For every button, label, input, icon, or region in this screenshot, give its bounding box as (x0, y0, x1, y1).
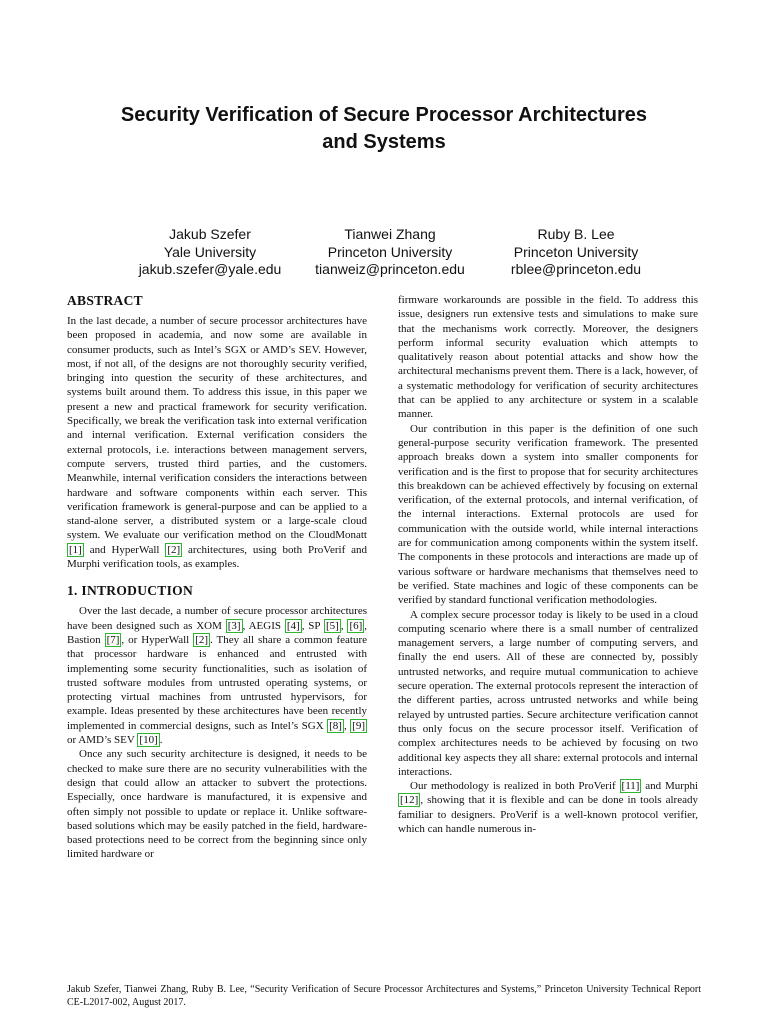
citation-link-10[interactable]: [10] (139, 734, 158, 747)
intro-paragraph-2: Once any such security architecture is designed, it needs to be checked to make sure there are no security vulnerabilities with the design that could allow an attacker to subvert the protections. Especially, once hardware is manufactured, it is expensive and often simply not possible to update or replace it. Unlike software-based solutions which may be easily patched in the field, hardware-based protections need to be correct from the beginning since only limited hardware or (67, 748, 367, 861)
text-run: , AEGIS (242, 619, 285, 632)
author-email: jakub.szefer@yale.edu (138, 261, 282, 277)
text-run: Our methodology is realized in both ProVerif (410, 780, 620, 793)
author-email: tianweiz@princeton.edu (315, 261, 465, 277)
right-paragraph-4 (398, 779, 698, 836)
text-run: , (340, 619, 348, 632)
author-affiliation: Yale University (163, 243, 257, 260)
author-affiliation: Princeton University (513, 243, 639, 260)
text-run: or AMD’s SEV (67, 734, 138, 747)
abstract-heading: ABSTRACT (67, 293, 143, 308)
text-run: , Bastion (67, 619, 368, 646)
citation-link-3[interactable]: [3] (227, 619, 241, 632)
text-run: . (159, 734, 163, 747)
text-run: In the last decade, a number of secure processor architectures have been proposed in academia, and now some are available in consumer products, such as Intel’s SGX or AMD’s SEV. However, most, if not all, of the designs are not thoroughly security verified, bringing into question the security of these architectures, and systems built around them. To address this issue, in this paper we present a new and practical framework for security verification. Specifically, we break the verification task into external verification and internal verification. External verification considers the external protocols, i.e. interactions between management servers, compute servers, trusted third parties, and the customers. Meanwhile, internal verification considers the interactions between hardware and software components within each server. This verification framework is general-purpose and can be applied to a stand-alone server, a distributed system or a large-scale cloud system. We evaluate our verification method on the CloudMonatt (67, 315, 367, 542)
text-run: architectures, using both ProVerif and Murphi verification tools, as examples. (67, 543, 367, 571)
text-run: and HyperWall (83, 543, 166, 556)
text-run: . They all share a common feature that processor hardware is enhanced and entrusted with implementing some security functionalities, such as isolation of trusted software modules from untrusted operating systems, or protecting virtual machines from untrusted hypervisors, for example. Ideas presented by these architectures have been recently implemented in commercial designs, such as Intel’s SGX (67, 633, 368, 732)
footer-citation: Jakub Szefer, Tianwei Zhang, Ruby B. Lee, “Security Verification of Secure Processor Architectures and Systems,” Princeton University Technical Report CE-L2017-002, August 2017. (67, 984, 701, 1008)
right-paragraph-1: firmware workarounds are possible in the field. To address this issue, designers run extensive tests and simulations to make sure that the mechanisms work correctly. Moreover, the designers perform informal security evaluation which attempts to qualitatively reason about potential attacks and show how the architectural mechanisms prevent them. There is a lack, however, of a systematic methodology for verification of security architectures that can be applied to any architecture or system in a scalable manner. (398, 294, 698, 421)
right-paragraph-3: A complex secure processor today is likely to be used in a cloud computing scenario where there is a small number of centralized management servers, a large number of computing servers, and finally the end users. All of these are connected by, possibly untrusted networks, and require mutual communication to achieve secure operation. The external protocols represent the interaction of the different parties, across untrusted networks and while being relayed by untrusted parties. Secure architecture verification cannot thus only focus on the secure processor itself. Verification of complex architectures needs to be achieved by focusing on two additional key aspects they all share: external protocols and internal interactions. (398, 608, 698, 778)
text-run: , or HyperWall (121, 633, 194, 646)
citation-link-6[interactable]: [6] (349, 619, 363, 632)
citation-link-7[interactable]: [7] (106, 633, 120, 646)
author-name: Jakub Szefer (169, 226, 251, 242)
text-run: and Murphi (641, 780, 698, 793)
text-run: , showing that it is flexible and can be done in tools already familiar to designers. ProVerif is a well-known protocol verifier, which can handle numerous in- (398, 794, 698, 835)
right-column (398, 293, 698, 836)
left-column (67, 293, 367, 862)
citation-link-2[interactable]: [2] (167, 543, 181, 556)
text-run: , (343, 719, 351, 732)
text-run: , SP (301, 619, 324, 632)
citation-link-11[interactable]: [11] (621, 780, 640, 793)
author-affiliation: Princeton University (327, 243, 453, 260)
citation-link-9[interactable]: [9] (352, 719, 365, 732)
citation-link-1[interactable]: [1] (69, 543, 82, 556)
citation-link-8[interactable]: [8] (329, 719, 342, 732)
author-email: rblee@princeton.edu (510, 261, 642, 277)
title-line-2: and Systems (322, 131, 446, 153)
title-line-1: Security Verification of Secure Processor Architectures (120, 104, 648, 126)
right-paragraph-2: Our contribution in this paper is the definition of one such general-purpose security verification framework. The presented approach breaks down a system into smaller components for verification and is the first to propose that for security architectures this breakdown can be achieved effectively by focusing on external verification, of the external protocols, and internal verification, of the internal interactions. External protocols are used for communication with the outside world, while internal interactions are for communication among components within the system itself. The components in these protocols and interactions are made up of various software or hardware mechanisms that themselves need to be verified. State machines and logic of these components can be verified by standard functional verification methodologies. (398, 422, 698, 607)
citation-link-5[interactable]: [5] (325, 619, 339, 632)
abstract-paragraph (67, 314, 367, 571)
citation-link-12[interactable]: [12] (400, 794, 419, 807)
citation-link-2b[interactable]: [2] (195, 633, 209, 646)
intro-paragraph-1 (67, 604, 367, 747)
author-name: Ruby B. Lee (537, 226, 615, 242)
author-name: Tianwei Zhang (344, 226, 436, 242)
text-run: Over the last decade, a number of secure processor architectures have been designed such as XOM (67, 605, 367, 632)
introduction-heading: 1. INTRODUCTION (67, 583, 194, 599)
author-block-3 (466, 226, 686, 279)
citation-link-4[interactable]: [4] (286, 619, 300, 632)
paper-title (60, 102, 708, 156)
